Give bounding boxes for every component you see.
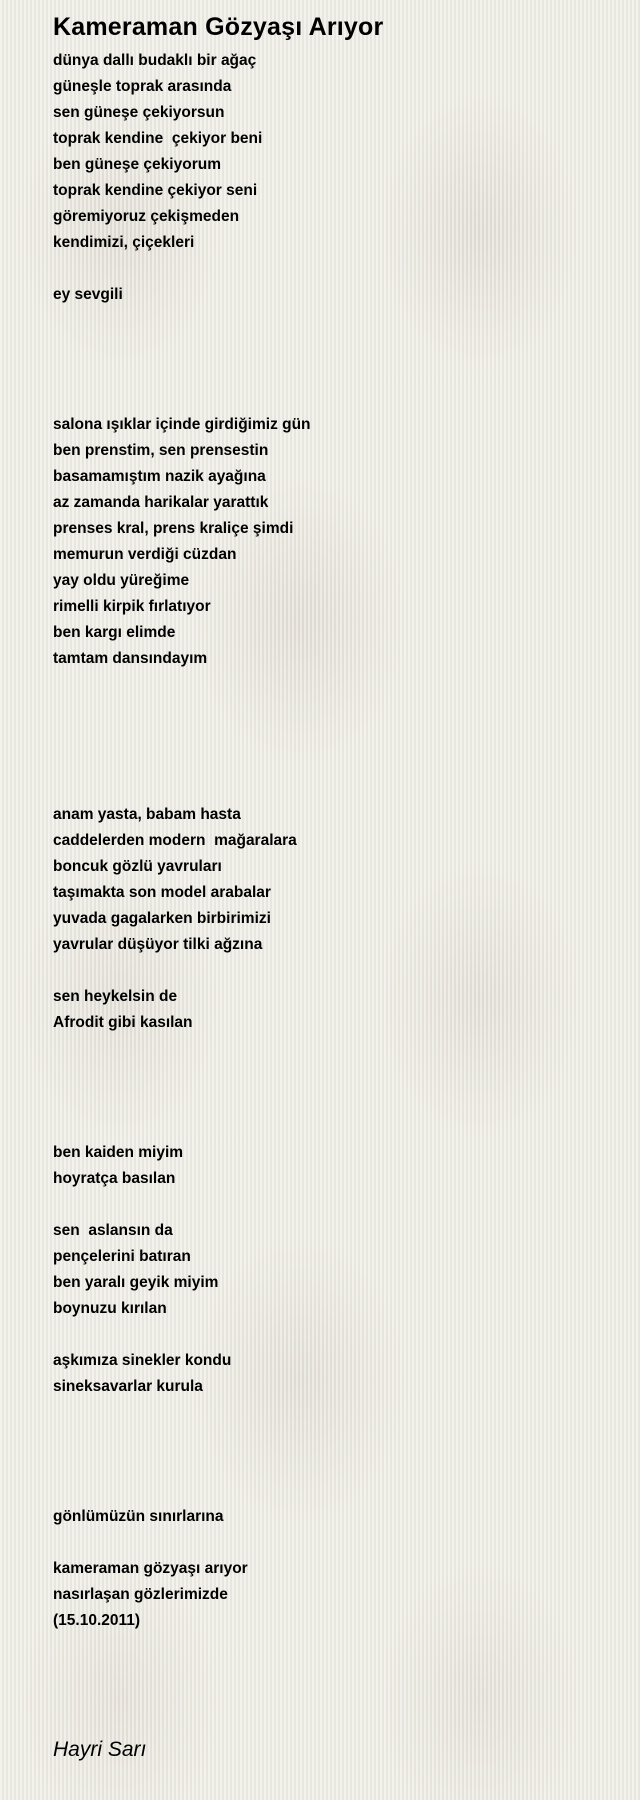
poem-blank-line (53, 256, 613, 282)
poem-line: sen aslansın da (53, 1222, 173, 1239)
poem-blank-line (53, 386, 613, 412)
poem-line: tamtam dansındayım (53, 650, 208, 667)
poem-line: pençelerini batıran (53, 1248, 191, 1265)
poem-blank-line (53, 750, 613, 776)
poem-line: taşımakta son model arabalar (53, 884, 271, 901)
poem-blank-line (53, 1114, 613, 1140)
poem-blank-line (53, 1036, 613, 1062)
poem-line: ben güneşe çekiyorum (53, 156, 221, 173)
poem-line: aşkımıza sinekler kondu (53, 1352, 232, 1369)
poem-title: Kameraman Gözyaşı Arıyor (53, 13, 384, 41)
poem-blank-line (53, 698, 613, 724)
poem-body (53, 48, 613, 1634)
poem-blank-line (53, 776, 613, 802)
poem-line: ben kargı elimde (53, 624, 176, 641)
poem-blank-line (53, 1062, 613, 1088)
poem-blank-line (53, 308, 613, 334)
poem-line: memurun verdiği cüzdan (53, 546, 237, 563)
poem-line: caddelerden modern mağaralara (53, 832, 297, 849)
poem-line: sen heykelsin de (53, 988, 178, 1005)
poem-line: kendimizi, çiçekleri (53, 234, 195, 251)
poem-blank-line (53, 1400, 613, 1426)
poem-blank-line (53, 958, 613, 984)
poem-line: toprak kendine çekiyor beni (53, 130, 263, 147)
poem-line: boncuk gözlü yavruları (53, 858, 222, 875)
poem-line: hoyratça basılan (53, 1170, 176, 1187)
poem-line: prenses kral, prens kraliçe şimdi (53, 520, 294, 537)
poem-line: (15.10.2011) (53, 1612, 141, 1629)
poem-blank-line (53, 672, 613, 698)
poem-page (53, 12, 613, 1634)
poem-blank-line (53, 1192, 613, 1218)
poem-blank-line (53, 1088, 613, 1114)
poem-blank-line (53, 334, 613, 360)
poem-line: nasırlaşan gözlerimizde (53, 1586, 228, 1603)
poem-line: yavrular düşüyor tilki ağzına (53, 936, 263, 953)
poem-line: az zamanda harikalar yarattık (53, 494, 269, 511)
poem-line: göremiyoruz çekişmeden (53, 208, 240, 225)
poem-line: dünya dallı budaklı bir ağaç (53, 52, 257, 69)
poem-line: güneşle toprak arasında (53, 78, 232, 95)
poem-line: ben kaiden miyim (53, 1144, 184, 1161)
poem-line: boynuzu kırılan (53, 1300, 167, 1317)
poem-line: sineksavarlar kurula (53, 1378, 203, 1395)
poem-author: Hayri Sarı (53, 1738, 147, 1761)
poem-line: yuvada gagalarken birbirimizi (53, 910, 271, 927)
poem-blank-line (53, 1452, 613, 1478)
poem-line: yay oldu yüreğime (53, 572, 190, 589)
poem-line: ben yaralı geyik miyim (53, 1274, 219, 1291)
poem-blank-line (53, 1478, 613, 1504)
poem-line: Afrodit gibi kasılan (53, 1014, 193, 1031)
poem-blank-line (53, 1530, 613, 1556)
poem-line: ey sevgili (53, 286, 123, 303)
poem-line: rimelli kirpik fırlatıyor (53, 598, 211, 615)
poem-line: toprak kendine çekiyor seni (53, 182, 258, 199)
poem-line: salona ışıklar içinde girdiğimiz gün (53, 416, 311, 433)
poem-blank-line (53, 724, 613, 750)
poem-blank-line (53, 1426, 613, 1452)
poem-line: gönlümüzün sınırlarına (53, 1508, 224, 1525)
poem-line: anam yasta, babam hasta (53, 806, 241, 823)
poem-blank-line (53, 360, 613, 386)
poem-line: kameraman gözyaşı arıyor (53, 1560, 248, 1577)
poem-blank-line (53, 1322, 613, 1348)
poem-line: sen güneşe çekiyorsun (53, 104, 225, 121)
poem-line: ben prenstim, sen prensestin (53, 442, 269, 459)
poem-line: basamamıştım nazik ayağına (53, 468, 266, 485)
